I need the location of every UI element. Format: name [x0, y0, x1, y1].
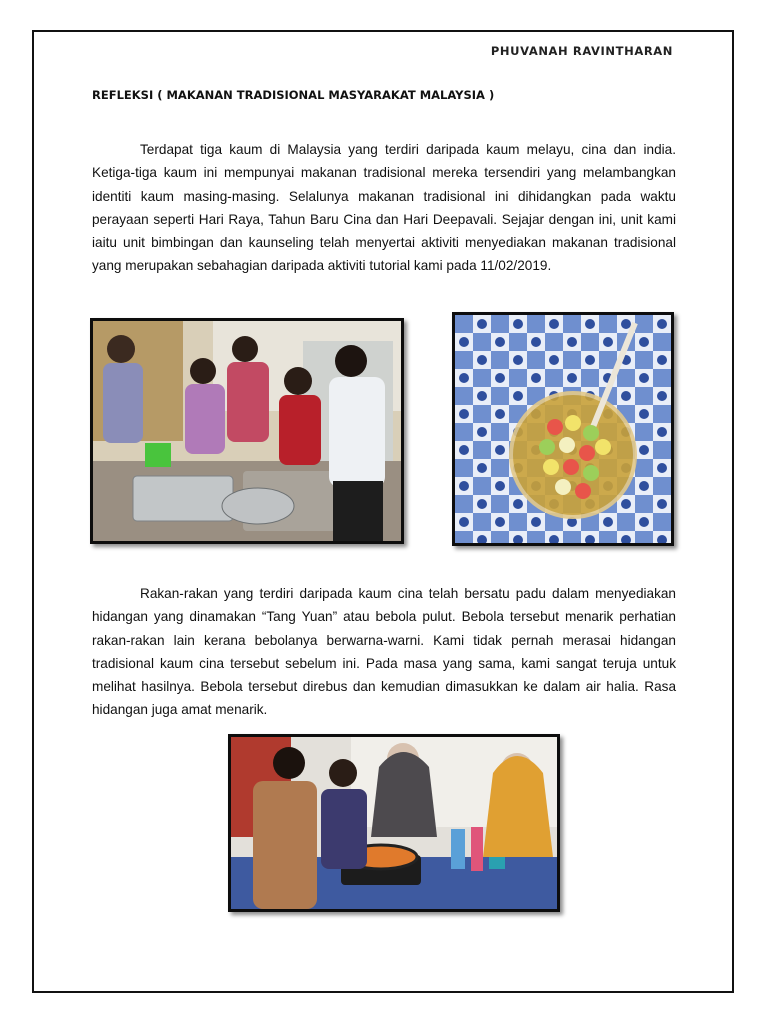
paragraph-intro: [92, 138, 676, 278]
paragraph-tang-yuan-text: Rakan-rakan yang terdiri daripada kaum cina telah bersatu padu dalam menyediakan hidangan yang dinamakan “Tang Yuan” atau bebola pulut. Bebola tersebut menarik perhatian rakan-rakan lain kerana bebolanya berwarna-warni. Kami tidak pernah merasai hidangan tradisional kaum cina tersebut sebelum ini. Pada masa yang sama, kami sangat teruja untuk melihat hasilnya. Bebola tersebut direbus dan kemudian dimasukkan ke dalam air halia. Rasa hidangan juga amat menarik.: [92, 586, 676, 718]
author-name: PHUVANAH RAVINTHARAN: [490, 44, 673, 58]
paragraph-tang-yuan: [92, 582, 676, 722]
document-heading: REFLEKSI ( MAKANAN TRADISIONAL MASYARAKAT MALAYSIA ): [92, 88, 495, 102]
photo-students-preparing-food: [90, 318, 404, 544]
photo-cooking-activity: [228, 734, 560, 912]
photo-tang-yuan-bowl: [452, 312, 674, 546]
paragraph-intro-text: Terdapat tiga kaum di Malaysia yang terdiri daripada kaum melayu, cina dan india. Ketiga-tiga kaum ini mempunyai makanan tradisional mereka tersendiri yang melambangkan identiti kaum masing-masing. Selalunya makanan tradisional ini dihidangkan pada waktu perayaan seperti Hari Raya, Tahun Baru Cina dan Hari Deepavali. Sejajar dengan ini, unit kami iaitu unit bimbingan dan kaunseling telah menyertai aktiviti menyediakan makanan tradisional yang merupakan sebahagian daripada aktiviti tutorial kami pada 11/02/2019.: [92, 142, 676, 274]
